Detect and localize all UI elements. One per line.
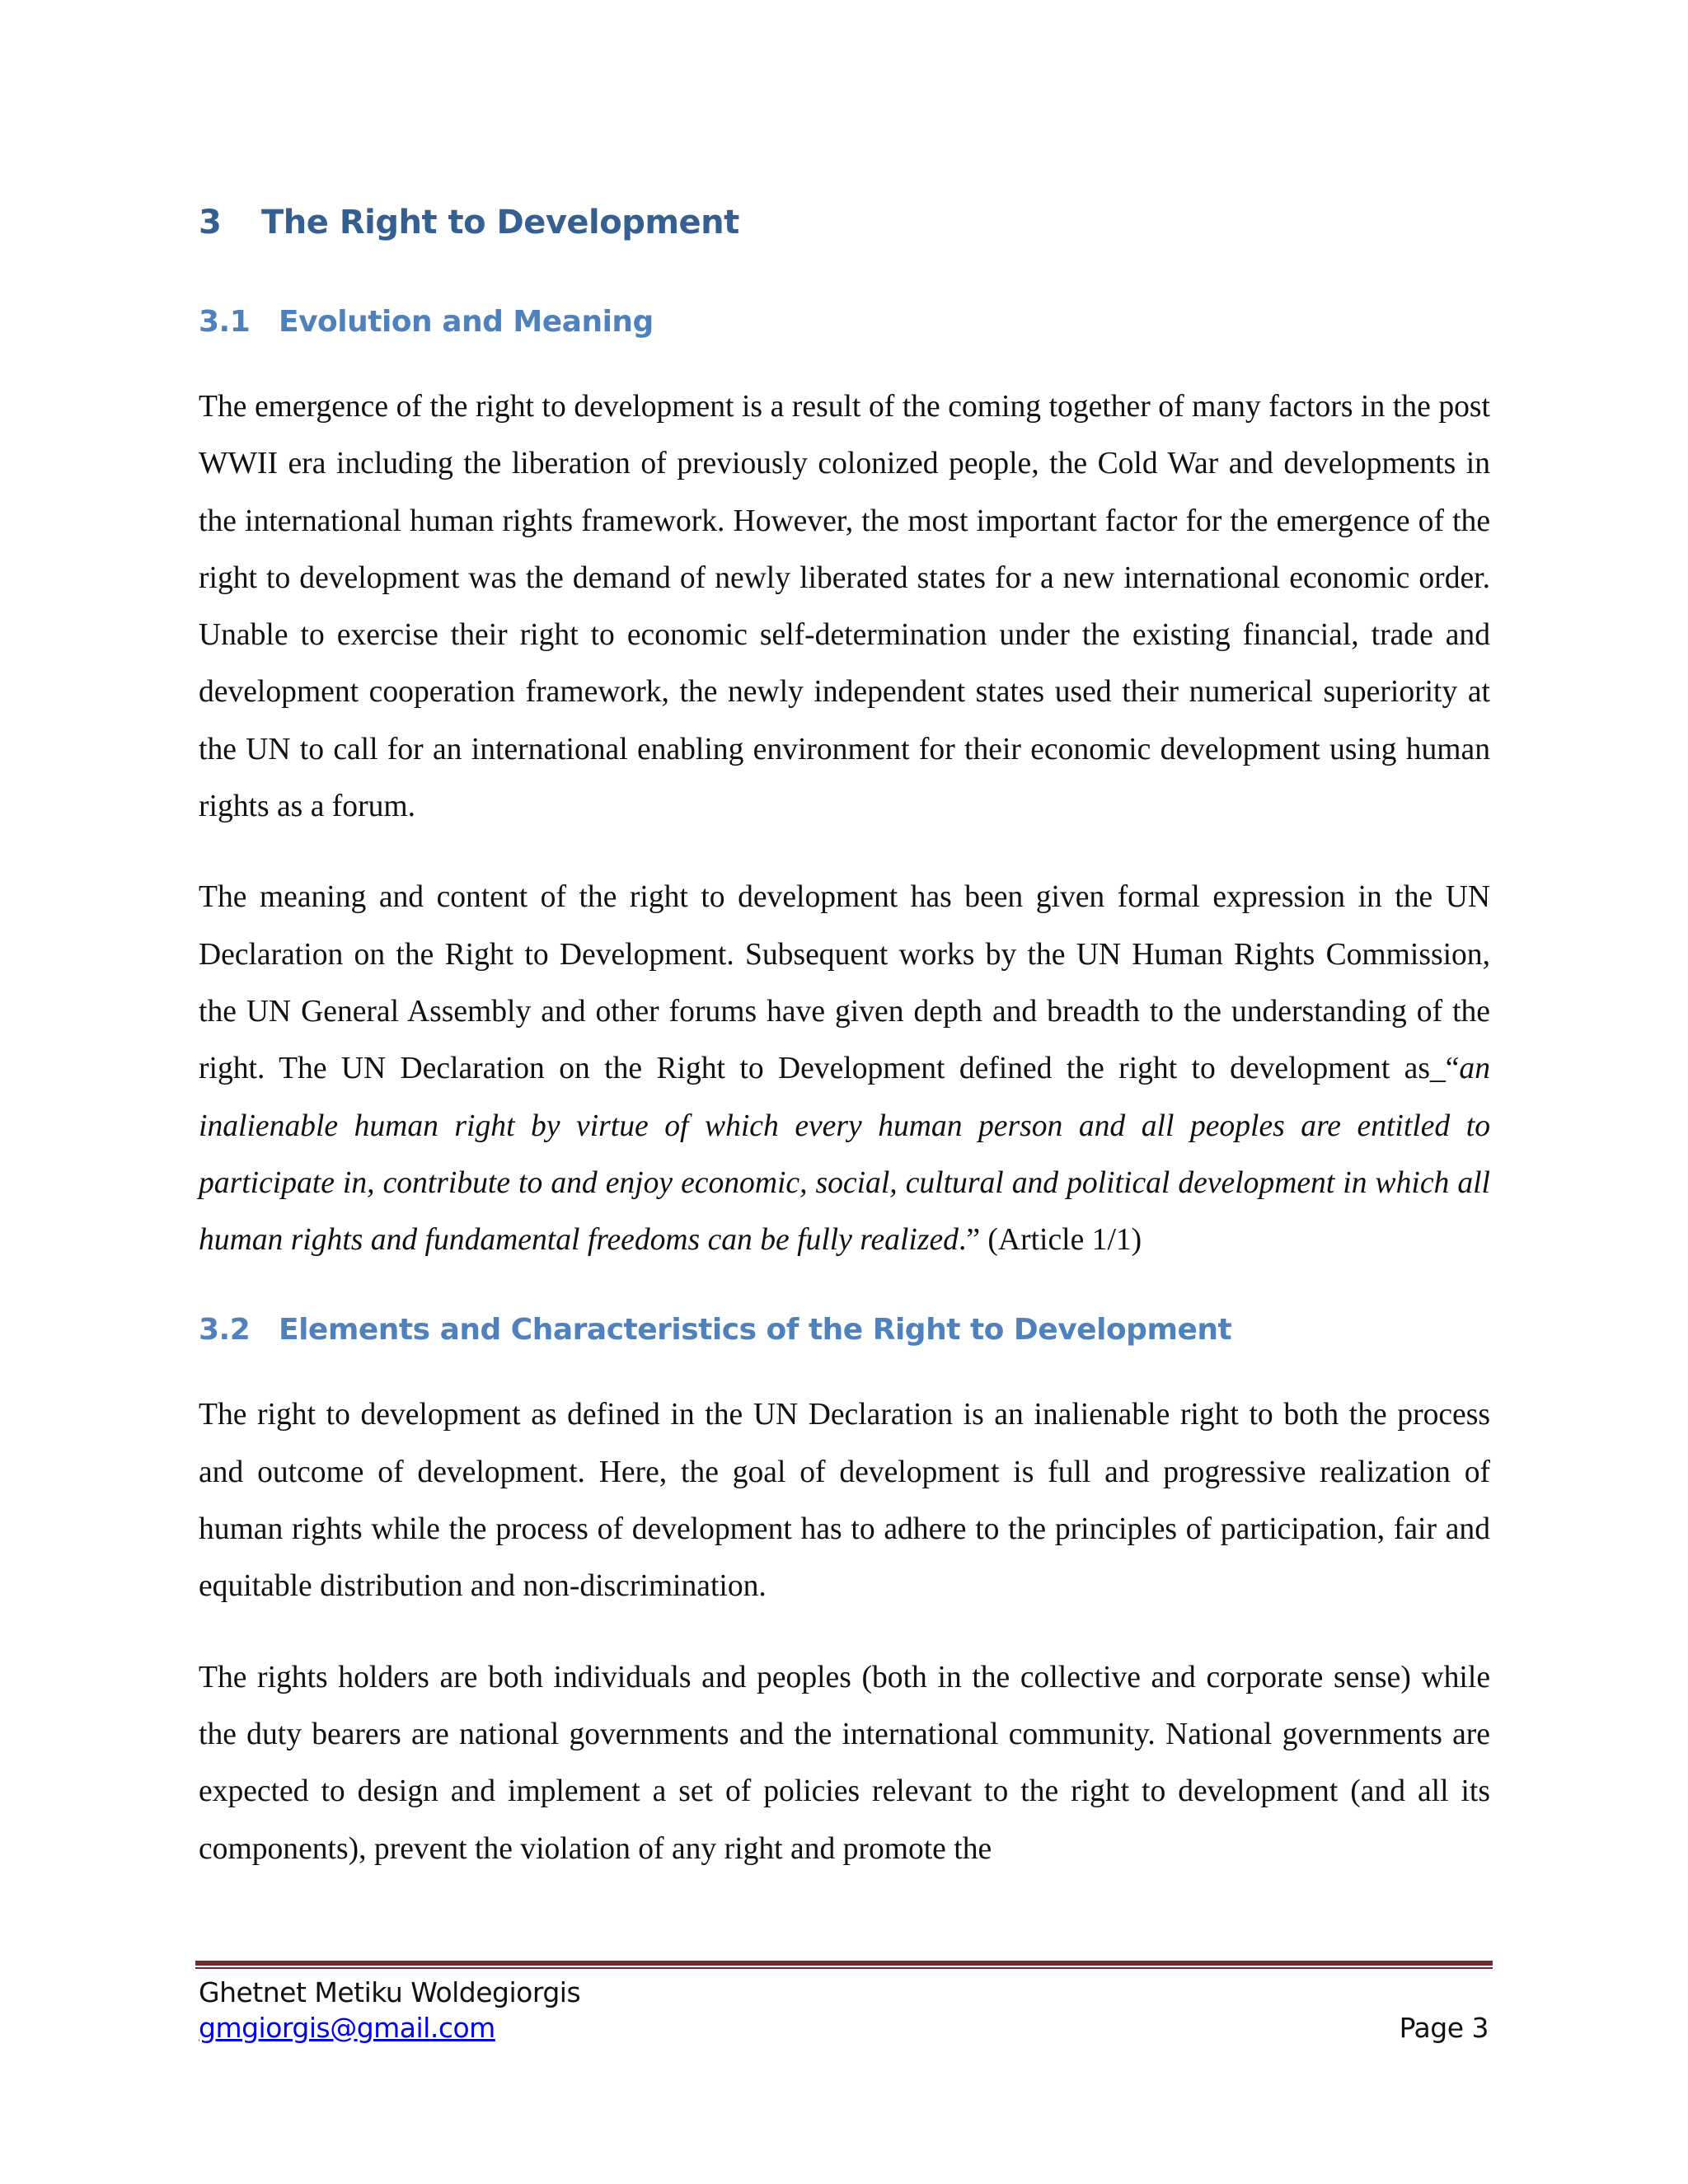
footer-divider-thin — [195, 1967, 1493, 1969]
footer-divider-thick — [195, 1961, 1493, 1966]
paragraph-definition: The right to development as defined in the UN Declaration is an inalienable right to both the process and outcome of development. Here, the goal of development is full and progressive realization of human rights while the process of development has to adhere to the principles of participation, fair and equitable distribution and non-discrimination. — [199, 1398, 1490, 1604]
paragraph-meaning-intro: The meaning and content of the right to development has been given formal expression in the UN Declaration on the Right to Development. Subsequent works by the UN Human Rights Commission, the UN General Assembly and other forums have given depth and breadth to the understanding of the right. The UN Declaration on the Right to Development defined the right to development as_“ — [199, 880, 1490, 1086]
paragraph-rights-holders: The rights holders are both individuals and peoples (both in the collective and corporate sense) while the duty bearers are national governments and the international community. National governments are expected to design and implement a set of policies relevant to the right to development (and all its components), prevent the violation of any right and promote the — [199, 1660, 1490, 1866]
subsection-heading-3-1 — [199, 298, 1490, 347]
subsection-heading-3-2 — [199, 1305, 1490, 1355]
footer-email-link[interactable]: gmgiorgis@gmail.com — [199, 2012, 495, 2044]
section-number: 3 — [199, 204, 222, 241]
footer-page-number: Page 3 — [1399, 2012, 1489, 2044]
footer-author: Ghetnet Metiku Woldegiorgis — [199, 1976, 581, 2008]
section-title: The Right to Development — [261, 204, 739, 241]
subsection-number: 3.2 — [199, 1313, 251, 1347]
subsection-title: Elements and Characteristics of the Right to Development — [279, 1313, 1232, 1347]
page-content — [199, 194, 1490, 1911]
paragraph-emergence: The emergence of the right to development is a result of the coming together of many factors in the post WWII era including the liberation of previously colonized people, the Cold War and developments in the international human rights framework. However, the most important factor for the emergence of the right to development was the demand of newly liberated states for a new international economic order. Unable to exercise their right to economic self-determination under the existing financial, trade and development cooperation framework, the newly independent states used their numerical superiority at the UN to call for an international enabling environment for their economic development using human rights as a forum. — [199, 390, 1490, 824]
subsection-title: Evolution and Meaning — [279, 305, 654, 339]
declaration-quote: an inalienable human right by virtue of which every human person and all peoples are entitled to participate in, contribute to and enjoy economic, social, cultural and political development in which all human rights and fundamental freedoms can be fully realized — [199, 1052, 1490, 1258]
paragraph-meaning-citation: .” (Article 1/1) — [958, 1223, 1142, 1258]
section-heading — [199, 194, 1490, 251]
subsection-number: 3.1 — [199, 305, 251, 339]
paragraph-meaning — [199, 869, 1490, 1268]
